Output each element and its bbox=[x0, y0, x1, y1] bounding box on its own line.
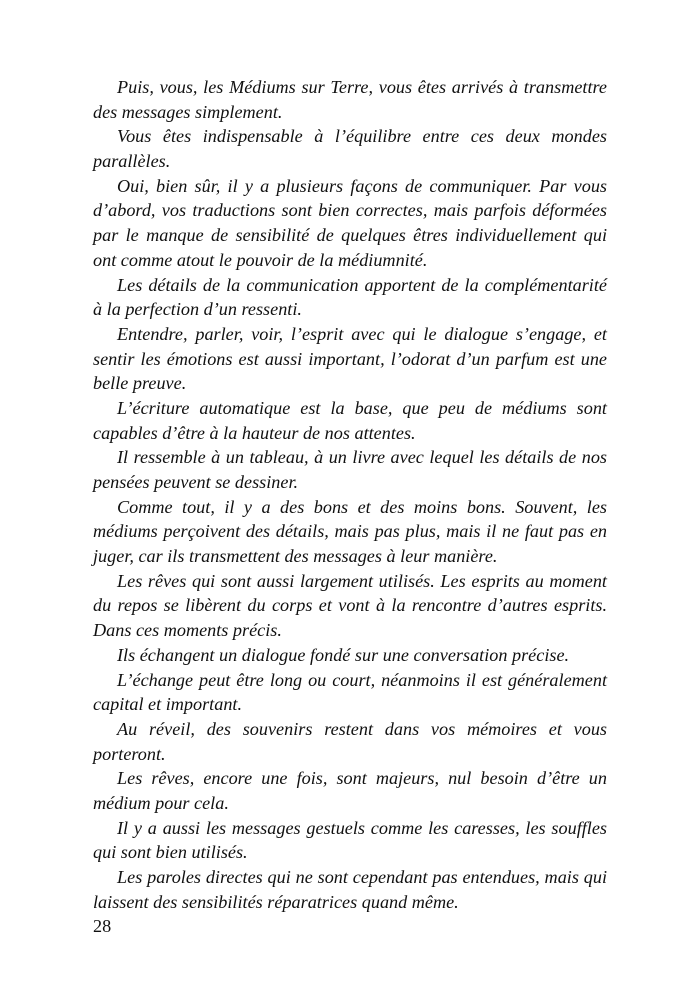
text-line: juger, car ils transmettent des messages à leur manière. bbox=[93, 546, 498, 567]
text-line: Oui, bien sûr, il y a plusieurs façons de communiquer. Par vous bbox=[117, 175, 607, 196]
page-number: 28 bbox=[93, 916, 112, 936]
paragraph bbox=[93, 445, 607, 494]
text-line: Il y a aussi les messages gestuels comme les caresses, les souffles bbox=[117, 817, 607, 838]
text-line: d’abord, vos traductions sont bien correctes, mais parfois déformées bbox=[93, 200, 607, 221]
text-line: Puis, vous, les Médiums sur Terre, vous êtes arrivés à transmettre bbox=[117, 77, 607, 97]
text-line: qui sont bien utilisés. bbox=[93, 842, 248, 863]
text-line: Dans ces moments précis. bbox=[93, 620, 282, 641]
text-line: Vous êtes indispensable à l’équilibre entre ces deux mondes bbox=[117, 126, 607, 147]
text-line: Ils échangent un dialogue fondé sur une conversation précise. bbox=[117, 644, 570, 665]
text-line: Les rêves, encore une fois, sont majeurs, nul besoin d’être un bbox=[117, 768, 607, 789]
text-line: par le manque de sensibilité de quelques êtres individuellement qui bbox=[93, 225, 607, 246]
text-line: pensées peuvent se dessiner. bbox=[93, 472, 299, 492]
text-line: Les rêves qui sont aussi largement utilisés. Les esprits au moment bbox=[117, 570, 607, 591]
text-line: L’échange peut être long ou court, néanmoins il est généralement bbox=[117, 669, 607, 690]
text-line: Au réveil, des souvenirs restent dans vos mémoires et vous bbox=[117, 718, 607, 739]
paragraph bbox=[93, 124, 607, 173]
paragraph bbox=[93, 396, 607, 445]
text-line: laissent des sensibilités réparatrices quand même. bbox=[93, 891, 459, 912]
text-line: Les paroles directes qui ne sont cependant pas entendues, mais qui bbox=[117, 867, 607, 887]
text-line: à la perfection d’un ressenti. bbox=[93, 299, 302, 320]
text-line: capables d’être à la hauteur de nos attentes. bbox=[93, 422, 416, 443]
paragraph bbox=[93, 668, 607, 717]
text-line: sentir les émotions est aussi important, l’odorat d’un parfum est une bbox=[93, 348, 607, 369]
text-line: Les détails de la communication apportent de la complémentarité bbox=[117, 274, 607, 295]
text-line: parallèles. bbox=[93, 151, 171, 172]
text-line: Il ressemble à un tableau, à un livre avec lequel les détails de nos bbox=[117, 447, 607, 468]
paragraph bbox=[93, 766, 607, 815]
paragraph bbox=[93, 865, 607, 914]
paragraph bbox=[93, 717, 607, 766]
body-text bbox=[93, 75, 607, 914]
paragraph bbox=[93, 75, 607, 124]
text-line: belle preuve. bbox=[93, 373, 187, 394]
text-line: Entendre, parler, voir, l’esprit avec qui le dialogue s’engage, et bbox=[117, 323, 607, 344]
text-line: L’écriture automatique est la base, que peu de médiums sont bbox=[117, 397, 607, 418]
text-line: Comme tout, il y a des bons et des moins bons. Souvent, les bbox=[117, 496, 607, 517]
text-line: des messages simplement. bbox=[93, 101, 283, 122]
text-line: ont comme atout le pouvoir de la médiumnité. bbox=[93, 249, 428, 270]
paragraph bbox=[93, 273, 607, 322]
paragraph bbox=[93, 174, 607, 273]
paragraph bbox=[93, 816, 607, 865]
text-line: médiums perçoivent des détails, mais pas plus, mais il ne faut pas en bbox=[93, 521, 607, 542]
text-line: capital et important. bbox=[93, 694, 243, 715]
paragraph bbox=[93, 495, 607, 569]
paragraph bbox=[93, 643, 607, 668]
text-line: médium pour cela. bbox=[93, 792, 229, 813]
text-line: du repos se libèrent du corps et vont à la rencontre d’autres esprits. bbox=[93, 595, 607, 616]
text-line: porteront. bbox=[93, 743, 166, 764]
paragraph bbox=[93, 322, 607, 396]
paragraph bbox=[93, 569, 607, 643]
